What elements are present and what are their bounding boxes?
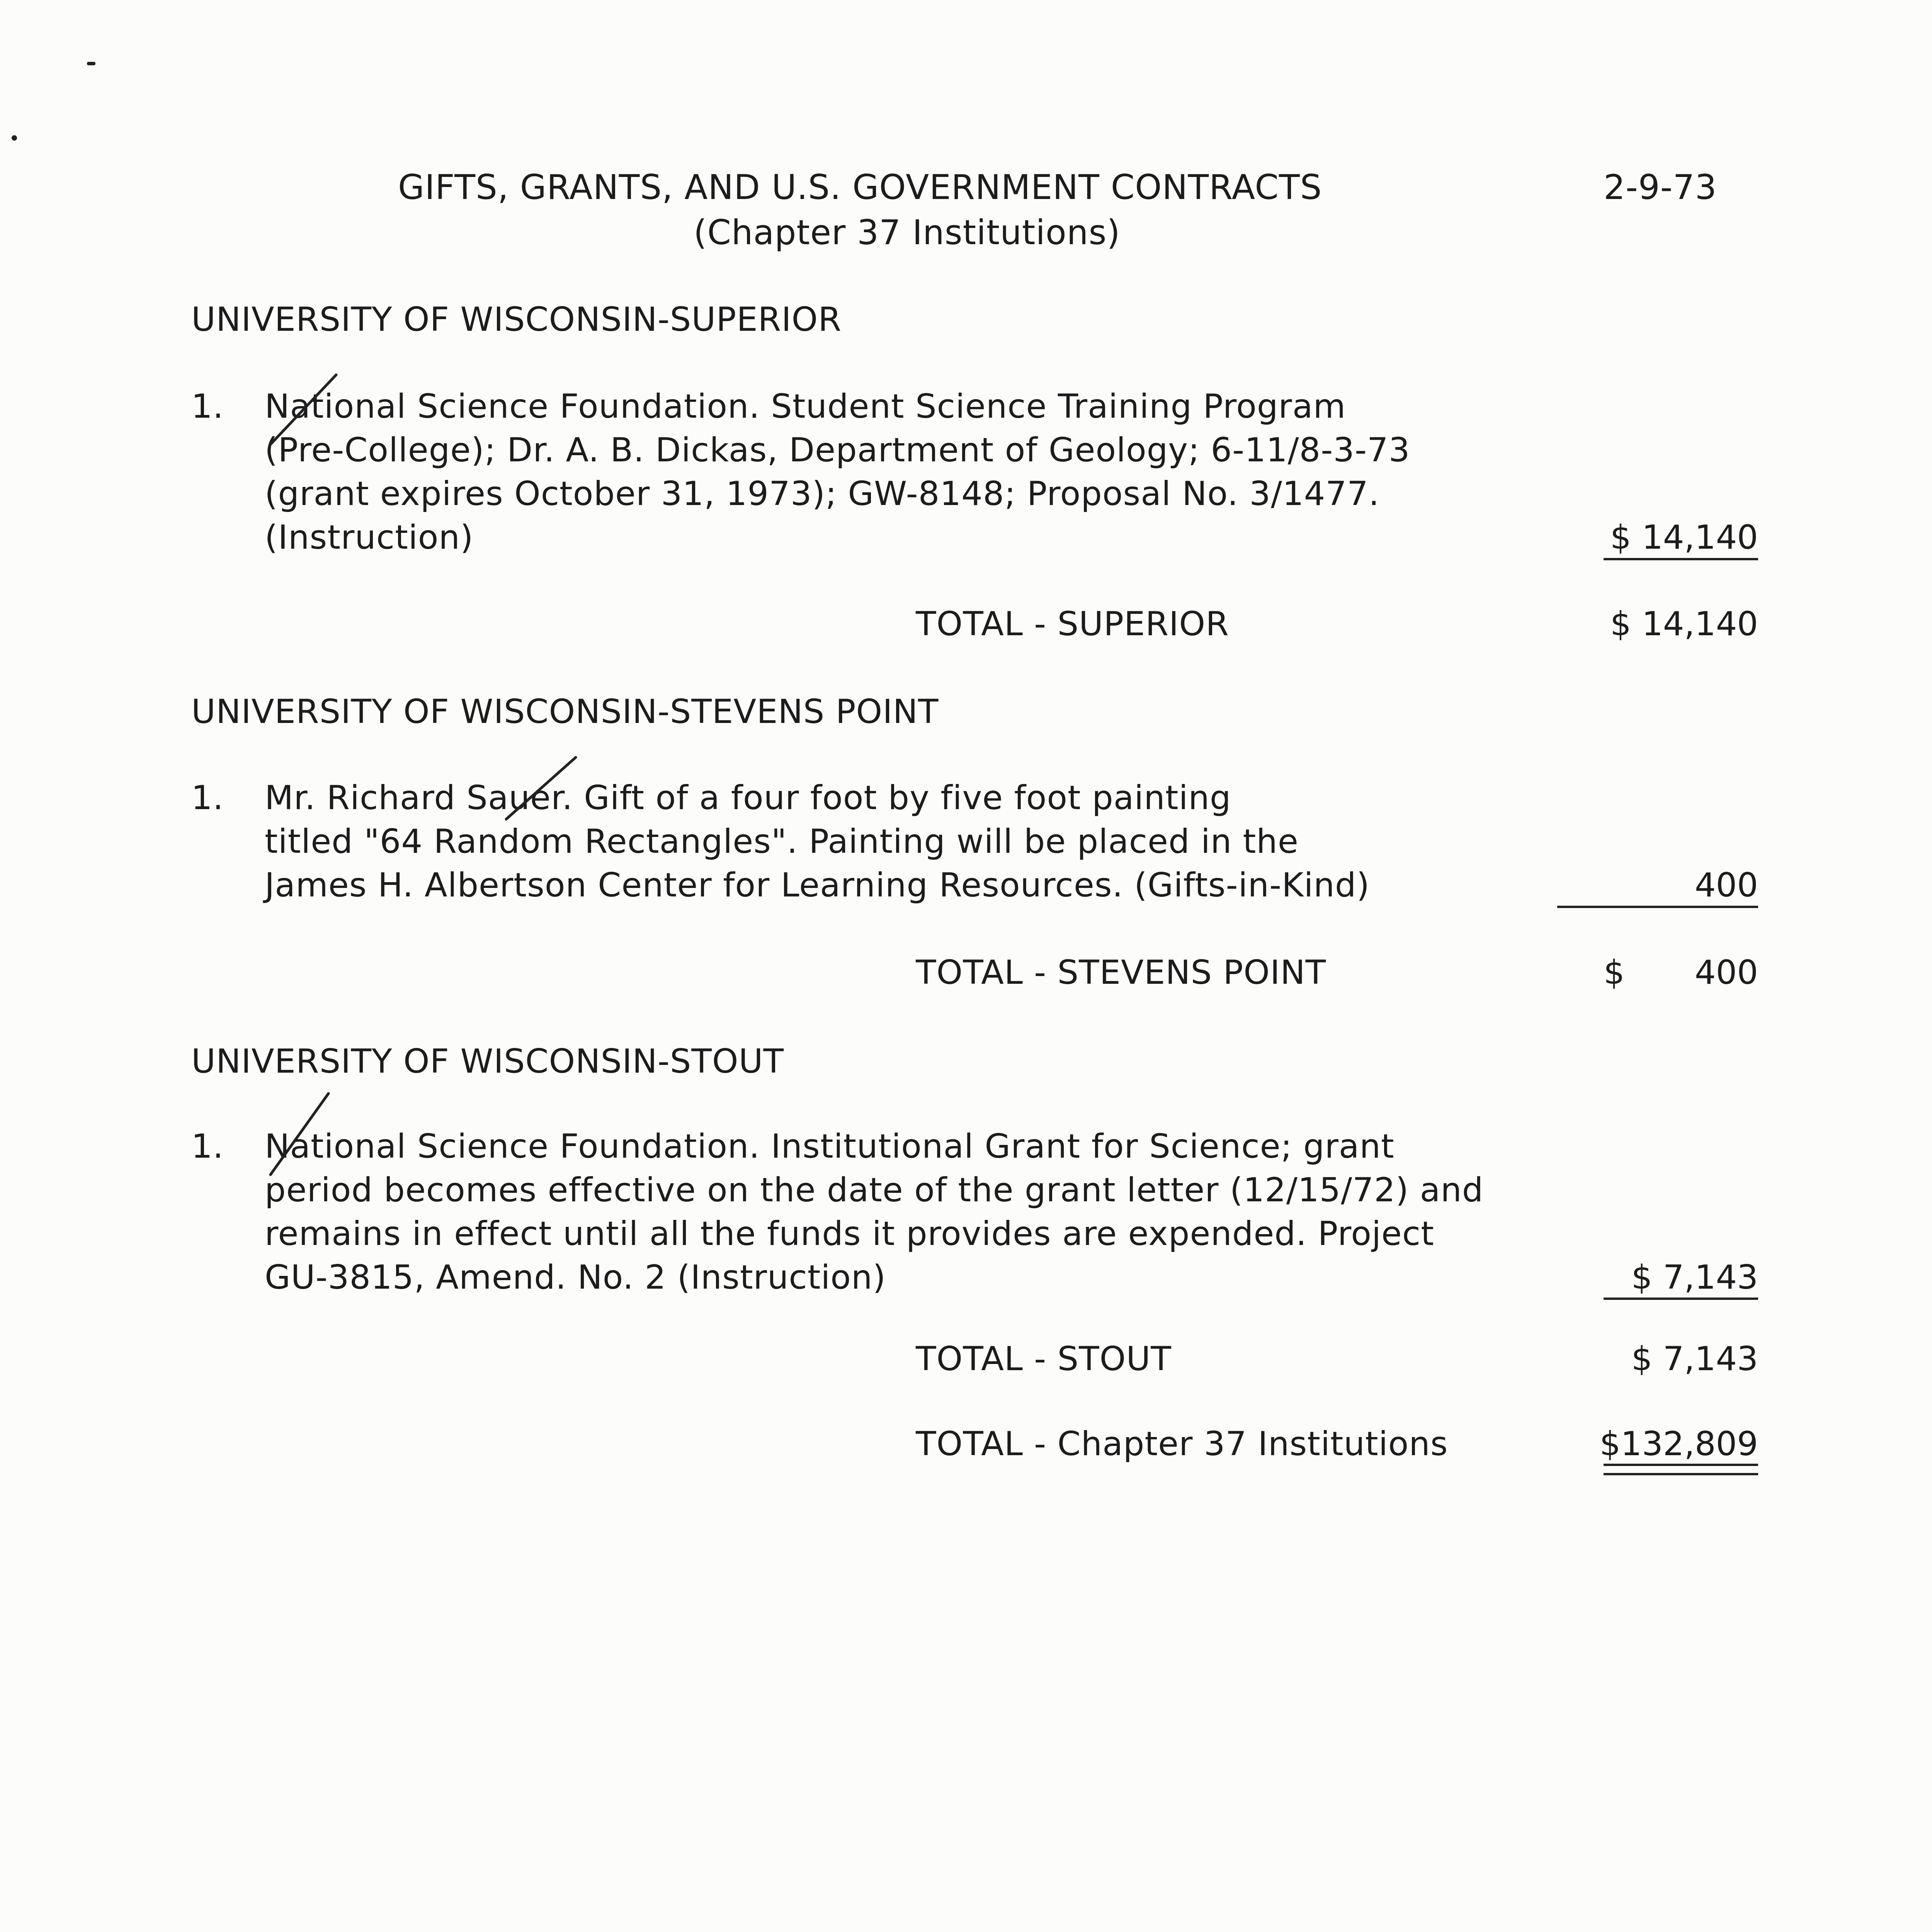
grand-total-amount: $132,809 <box>1599 1425 1758 1463</box>
section-heading-superior: UNIVERSITY OF WISCONSIN-SUPERIOR <box>191 300 842 339</box>
document-date: 2-9-73 <box>1604 167 1717 207</box>
amount-underline <box>1604 1298 1758 1300</box>
total-label: TOTAL - STEVENS POINT <box>916 953 1327 992</box>
item-line: (Instruction) <box>265 518 474 557</box>
handwritten-check-mark <box>267 371 340 448</box>
item-line: (grant expires October 31, 1973); GW-8148; Proposal No. 3/1477. <box>265 474 1380 513</box>
section-heading-stevens-point: UNIVERSITY OF WISCONSIN-STEVENS POINT <box>191 692 939 731</box>
item-line: James H. Albertson Center for Learning Resources. (Gifts-in-Kind) <box>265 866 1370 905</box>
stray-mark <box>87 62 95 65</box>
item-line: period becomes effective on the date of the grant letter (12/15/72) and <box>265 1171 1484 1209</box>
total-label: TOTAL - STOUT <box>916 1340 1172 1378</box>
item-number: 1. <box>191 779 224 817</box>
total-currency: $ <box>1604 953 1625 992</box>
double-underline-top <box>1604 1464 1758 1466</box>
handwritten-check-mark <box>502 753 580 823</box>
handwritten-check-mark <box>267 1090 332 1179</box>
section-heading-stout: UNIVERSITY OF WISCONSIN-STOUT <box>191 1042 784 1081</box>
item-line: National Science Foundation. Student Science Training Program <box>265 387 1346 426</box>
amount-underline <box>1557 906 1758 908</box>
item-line: titled "64 Random Rectangles". Painting will be placed in the <box>265 822 1299 861</box>
stray-dot <box>12 135 17 141</box>
double-underline-bottom <box>1604 1473 1758 1475</box>
item-line: Mr. Richard Sauer. Gift of a four foot by five foot painting <box>265 779 1231 817</box>
total-amount: $ 7,143 <box>1631 1340 1758 1378</box>
item-amount: 400 <box>1694 866 1758 905</box>
item-number: 1. <box>191 387 224 426</box>
total-amount: $ 14,140 <box>1610 605 1758 643</box>
item-line: (Pre-College); Dr. A. B. Dickas, Department of Geology; 6-11/8-3-73 <box>265 431 1410 469</box>
document-title: GIFTS, GRANTS, AND U.S. GOVERNMENT CONTRACTS <box>398 167 1322 207</box>
item-line: remains in effect until all the funds it provides are expended. Project <box>265 1214 1434 1253</box>
grand-total-label: TOTAL - Chapter 37 Institutions <box>916 1425 1448 1463</box>
total-amount: 400 <box>1694 953 1758 992</box>
item-number: 1. <box>191 1127 224 1166</box>
item-line: National Science Foundation. Institutional Grant for Science; grant <box>265 1127 1395 1166</box>
amount-underline <box>1604 558 1758 560</box>
item-line: GU-3815, Amend. No. 2 (Instruction) <box>265 1258 886 1297</box>
item-amount: $ 7,143 <box>1631 1258 1758 1297</box>
item-amount: $ 14,140 <box>1610 518 1758 557</box>
total-label: TOTAL - SUPERIOR <box>916 605 1229 643</box>
document-subtitle: (Chapter 37 Institutions) <box>694 213 1121 252</box>
